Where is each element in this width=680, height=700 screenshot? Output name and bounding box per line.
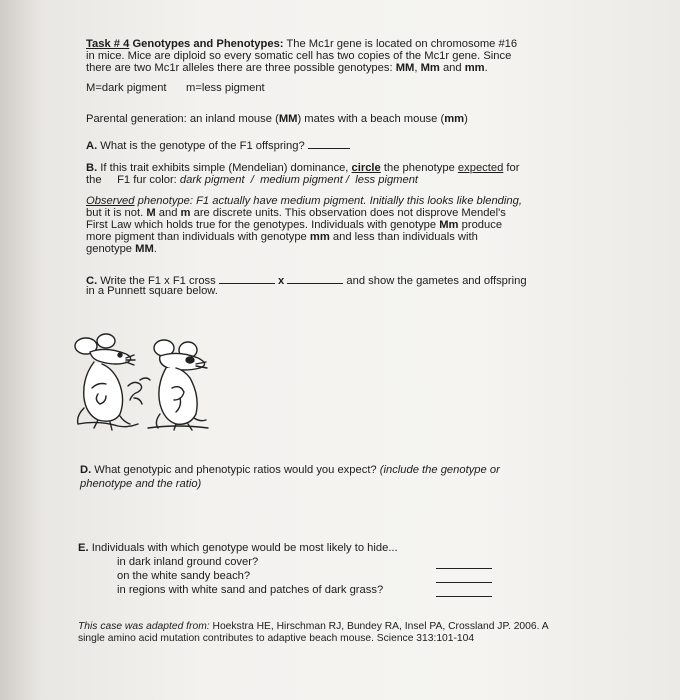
citation-line-1-text: Hoekstra HE, Hirschman RJ, Bundey RA, Insel PA, Crossland JP. 2006. A bbox=[209, 621, 549, 632]
observed-line-1 bbox=[86, 195, 522, 208]
question-e-item-3: in regions with white sand and patches of dark grass? bbox=[117, 584, 384, 596]
citation-line-1 bbox=[78, 621, 549, 634]
observed-l2b: M bbox=[146, 207, 156, 219]
observed-line-4 bbox=[86, 231, 478, 244]
citation-line-2: single amino acid mutation contributes to adaptive beach mouse. Science 313:101-104 bbox=[78, 633, 475, 644]
observed-l5c: . bbox=[153, 243, 157, 255]
question-a bbox=[86, 138, 350, 153]
citation-prefix: This case was adapted from: bbox=[78, 621, 210, 632]
question-b-text-2: the phenotype bbox=[383, 162, 455, 174]
observed-l3a: First Law which holds true for the genotypes. Individuals with genotype bbox=[86, 219, 440, 231]
question-b-text-3: for bbox=[506, 162, 520, 174]
question-b-expected-word: expected bbox=[457, 162, 504, 174]
allele-M: M=dark pigment bbox=[86, 82, 167, 94]
separator: , bbox=[414, 62, 418, 74]
question-c-text-2: and show the gametes and offspring bbox=[346, 275, 527, 287]
cross-parent-2-blank[interactable] bbox=[287, 273, 343, 284]
question-a-text: What is the genotype of the F1 offspring? bbox=[100, 140, 305, 152]
question-d-label: D. bbox=[80, 464, 92, 476]
task-heading bbox=[86, 38, 517, 51]
question-d-line-1 bbox=[80, 464, 500, 477]
parental-suffix: ) bbox=[464, 113, 468, 125]
question-c-line-2: in a Punnett square below. bbox=[86, 285, 218, 297]
observed-line-2 bbox=[86, 207, 506, 220]
and-word: and bbox=[442, 62, 462, 74]
question-b-fur-color: the F1 fur color: bbox=[86, 174, 177, 186]
question-a-label: A. bbox=[86, 140, 98, 152]
task-number: Task # 4 bbox=[86, 38, 130, 50]
question-b-label: B. bbox=[86, 162, 98, 174]
genotype-mm: mm bbox=[464, 62, 485, 74]
observed-l4b: mm bbox=[309, 231, 330, 243]
observed-line-5 bbox=[86, 243, 157, 256]
question-d-hint-2: phenotype and the ratio) bbox=[80, 478, 202, 490]
observed-l4a: more pigment than individuals with genotype bbox=[86, 231, 310, 243]
genotype-MM: MM bbox=[395, 62, 415, 74]
genotype-Mm: Mm bbox=[420, 62, 440, 74]
question-a-answer-blank[interactable] bbox=[308, 138, 350, 149]
task-intro-3: there are two Mc1r alleles there are three possible genotypes: bbox=[86, 62, 393, 74]
question-c-text-1: Write the F1 x F1 cross bbox=[100, 275, 216, 287]
observed-line-1-text: phenotype: F1 actually have medium pigment. Initially this looks like blending, bbox=[134, 195, 522, 207]
parental-genotype-inland: MM bbox=[278, 113, 298, 125]
observed-l2e: are discrete units. This observation does not disprove Mendel's bbox=[190, 207, 506, 219]
question-d-text: What genotypic and phenotypic ratios would you expect? bbox=[94, 464, 377, 476]
observed-l5b: MM bbox=[135, 243, 154, 255]
parental-prefix: Parental generation: an inland mouse ( bbox=[86, 113, 279, 125]
question-b-circle-word: circle bbox=[351, 162, 381, 174]
question-e-item-2: on the white sandy beach? bbox=[117, 570, 251, 582]
task-title: Genotypes and Phenotypes: bbox=[132, 38, 284, 50]
question-b-options[interactable]: dark pigment / medium pigment / less pigment bbox=[179, 174, 419, 186]
observed-line-3 bbox=[86, 219, 502, 232]
task-intro-1: The Mc1r gene is located on chromosome #16 bbox=[286, 38, 518, 50]
period: . bbox=[484, 62, 488, 74]
task-intro-2: in mice. Mice are diploid so every somatic cell has two copies of the Mc1r gene. Since bbox=[86, 50, 512, 62]
parental-middle: ) mates with a beach mouse ( bbox=[297, 113, 445, 125]
allele-m: m=less pigment bbox=[186, 82, 265, 94]
observed-l3c: produce bbox=[458, 219, 503, 231]
question-b-line-1 bbox=[86, 162, 519, 175]
question-b-text-1: If this trait exhibits simple (Mendelian) dominance, bbox=[100, 162, 349, 174]
question-e-line bbox=[78, 542, 398, 555]
observed-l2c: and bbox=[155, 207, 181, 219]
cross-x-symbol: x bbox=[277, 275, 285, 287]
observed-label: Observed bbox=[86, 195, 135, 207]
task-intro-3-line bbox=[86, 62, 488, 75]
observed-l3b: Mm bbox=[439, 219, 459, 231]
cross-parent-1-blank[interactable] bbox=[219, 273, 275, 284]
observed-l2a: but it is not. bbox=[86, 207, 147, 219]
parental-generation bbox=[86, 113, 468, 126]
question-e-answer-1-blank[interactable] bbox=[436, 558, 492, 569]
question-c-label: C. bbox=[86, 275, 98, 287]
question-d-hint-1: (include the genotype or bbox=[379, 464, 500, 476]
observed-l4c: and less than individuals with bbox=[329, 231, 478, 243]
question-e-answer-3-blank[interactable] bbox=[436, 586, 492, 597]
question-e-answer-2-blank[interactable] bbox=[436, 572, 492, 583]
question-e-text: Individuals with which genotype would be most likely to hide... bbox=[91, 542, 398, 554]
observed-l2d: m bbox=[180, 207, 191, 219]
question-e-label: E. bbox=[78, 542, 89, 554]
question-b-line-2 bbox=[86, 174, 418, 187]
mice-illustration bbox=[68, 328, 218, 433]
question-e-item-1: in dark inland ground cover? bbox=[117, 556, 259, 568]
parental-genotype-beach: mm bbox=[444, 113, 465, 125]
observed-l5a: genotype bbox=[86, 243, 136, 255]
